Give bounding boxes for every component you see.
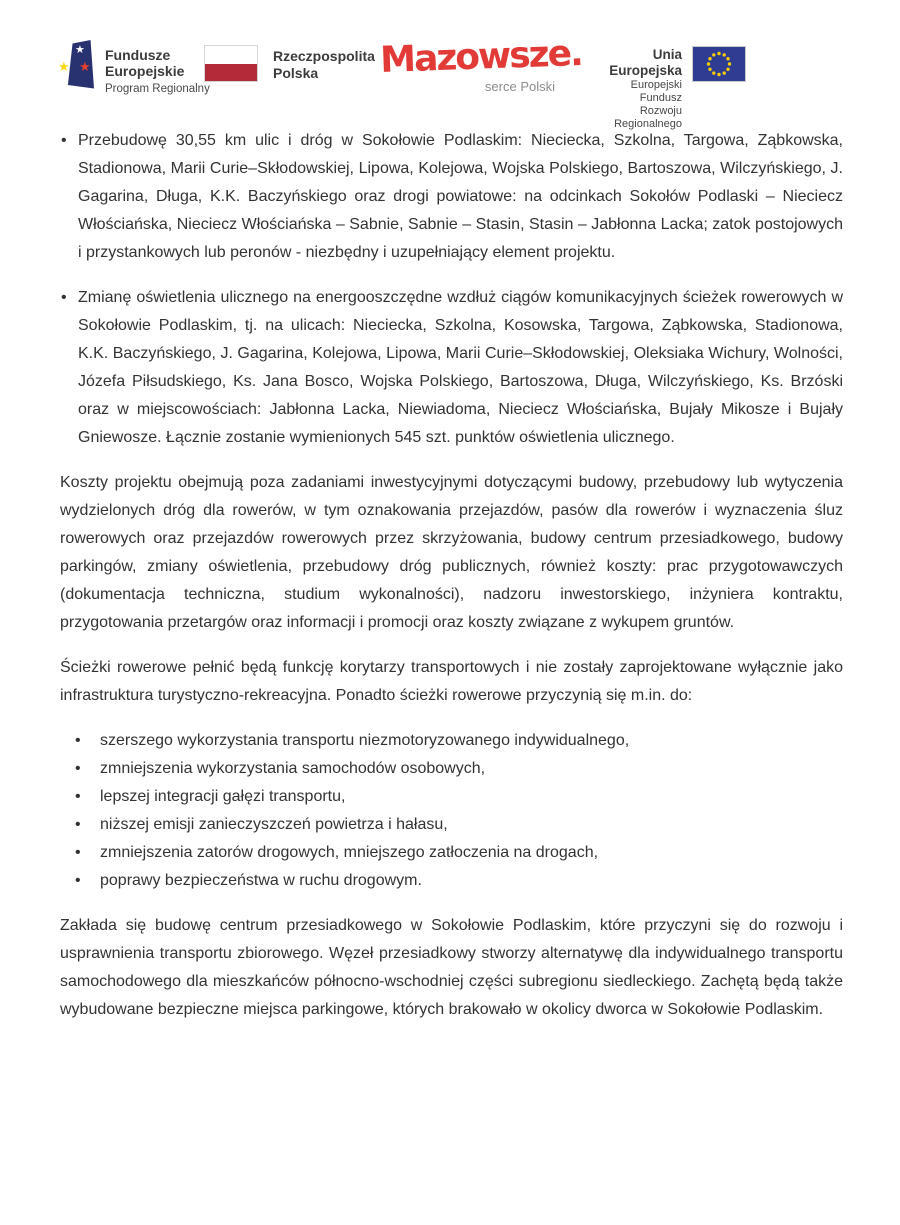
- list-item: • Przebudowę 30,55 km ulic i dróg w Sokołowie Podlaskim: Nieciecka, Szkolna, Targowa, Ząbkowska, Stadionowa, Marii Curie–Skłodowskiej, Lipowa, Kolejowa, Wojska Polskiego, Bartoszowa, Wilczyńskiego, J. Gagarina, Długa, K.K. Baczyńskiego oraz drogi powiatowe: na odcinkach Sokołów Podlaski – Nieciecz Włościańska, Nieciecz Włościańska – Sabnie, Sabnie – Stasin, Stasin – Jabłonna Lacka; zatok postojowych i przystankowych lub peronów - niezbędny i uzupełniający element projektu.: [60, 127, 843, 267]
- eu-flag-icon: [692, 46, 746, 82]
- list-item: • zmniejszenia zatorów drogowych, mniejszego zatłoczenia na drogach,: [60, 839, 843, 867]
- list-item: • zmniejszenia wykorzystania samochodów osobowych,: [60, 755, 843, 783]
- logo-strip: [0, 0, 900, 130]
- paragraph-koszty: Koszty projektu obejmują poza zadaniami inwestycyjnymi dotyczącymi budowy, przebudowy lub wytyczenia wydzielonych dróg dla rowerów, w tym oznakowania przejazdów, pasów dla rowerów i wyznaczenia śluz rowerowych oraz przejazdów rowerowych przez skrzyżowania, budowy centrum przesiadkowego, budowy parkingów, zmiany oświetlenia, przebudowy dróg publicznych, również koszty: prac przygotowawczych (dokumentacja techniczna, studium wykonalności), nadzoru inwestorskiego, inżyniera kontraktu, przygotowania przetargów oraz informacji i promocji oraz koszty związane z wykupem gruntów.: [60, 474, 843, 631]
- paragraph-zaklada: Zakłada się budowę centrum przesiadkowego w Sokołowie Podlaskim, które przyczyni się do rozwoju i usprawnienia transportu zbiorowego. Węzeł przesiadkowy stworzy alternatywę dla indywidualnego transportu samochodowego dla mieszkańców północno-wschodniej części subregionu siedleckiego. Zachętą będą także wybudowane bezpieczne miejsca parkingowe, których brakowało w okolicy dworca w Sokołowie Podlaskim.: [60, 917, 843, 1018]
- fundusze-title-line1: Fundusze: [105, 47, 171, 63]
- benefits-list: [60, 727, 843, 895]
- unia-subtitle-line2: Rozwoju Regionalnego: [614, 105, 682, 130]
- fundusze-title-line2: Europejskie: [105, 63, 185, 79]
- unia-europejska-text: [586, 46, 682, 131]
- paragraph-sciezki: Ścieżki rowerowe pełnić będą funkcję korytarzy transportowych i nie zostały zaprojektowane wyłącznie jako infrastruktura turystyczno-rekreacyjna. Ponadto ścieżki rowerowe przyczynią się m.in. do:: [60, 659, 843, 704]
- list-item: • Zmianę oświetlenia ulicznego na energooszczędne wzdłuż ciągów komunikacyjnych ścieżek rowerowych w Sokołowie Podlaskim, tj. na ulicach: Nieciecka, Szkolna, Kosowska, Targowa, Ząbkowska, Stadionowa, K.K. Baczyńskiego, J. Gagarina, Kolejowa, Lipowa, Marii Curie–Skłodowskiej, Oleksiaka Wichury, Wolności, Józefa Piłsudskiego, Ks. Jana Bosco, Wojska Polskiego, Bartoszowa, Długa, Wilczyńskiego, Ks. Brzóski oraz w miejscowościach: Jabłonna Lacka, Niewiadoma, Nieciecz Włościańska, Bujały Mikosze i Bujały Gniewosze. Łącznie zostanie wymienionych 545 szt. punktów oświetlenia ulicznego.: [60, 284, 843, 452]
- unia-title: Unia Europejska: [609, 47, 682, 78]
- poland-flag-red-stripe: [205, 64, 257, 82]
- unia-europejska-logo: [586, 46, 746, 131]
- polska-title-line2: Polska: [273, 65, 319, 81]
- list-item: • niższej emisji zanieczyszczeń powietrza i hałasu,: [60, 811, 843, 839]
- mazowsze-wordmark: Mazowsze.: [379, 32, 583, 82]
- fe-red-star-icon: ★: [79, 59, 91, 74]
- mazowsze-logo: [379, 32, 583, 94]
- poland-flag-white-stripe: [205, 46, 257, 64]
- project-scope-list: [60, 127, 843, 452]
- fe-yellow-star-icon: ★: [58, 59, 70, 74]
- rzeczpospolita-polska-logo: [204, 45, 375, 82]
- fundusze-subtitle: Program Regionalny: [105, 83, 210, 95]
- list-item: • szerszego wykorzystania transportu niezmotoryzowanego indywidualnego,: [60, 727, 843, 755]
- fundusze-europejskie-text: [105, 40, 210, 95]
- rzeczpospolita-polska-text: [273, 45, 375, 82]
- fundusze-europejskie-logo: [58, 40, 210, 95]
- fe-flag-shape: [65, 40, 94, 90]
- polska-title-line1: Rzeczpospolita: [273, 48, 375, 64]
- fe-white-star-icon: ★: [75, 44, 85, 56]
- list-item: • poprawy bezpieczeństwa w ruchu drogowym.: [60, 867, 843, 895]
- unia-subtitle-line1: Europejski Fundusz: [630, 79, 682, 104]
- list-item: • lepszej integracji gałęzi transportu,: [60, 783, 843, 811]
- poland-flag-icon: [204, 45, 258, 82]
- mazowsze-subtitle: serce Polski: [484, 79, 555, 94]
- fundusze-europejskie-flag-icon: [58, 40, 96, 92]
- document-body: [60, 127, 843, 1024]
